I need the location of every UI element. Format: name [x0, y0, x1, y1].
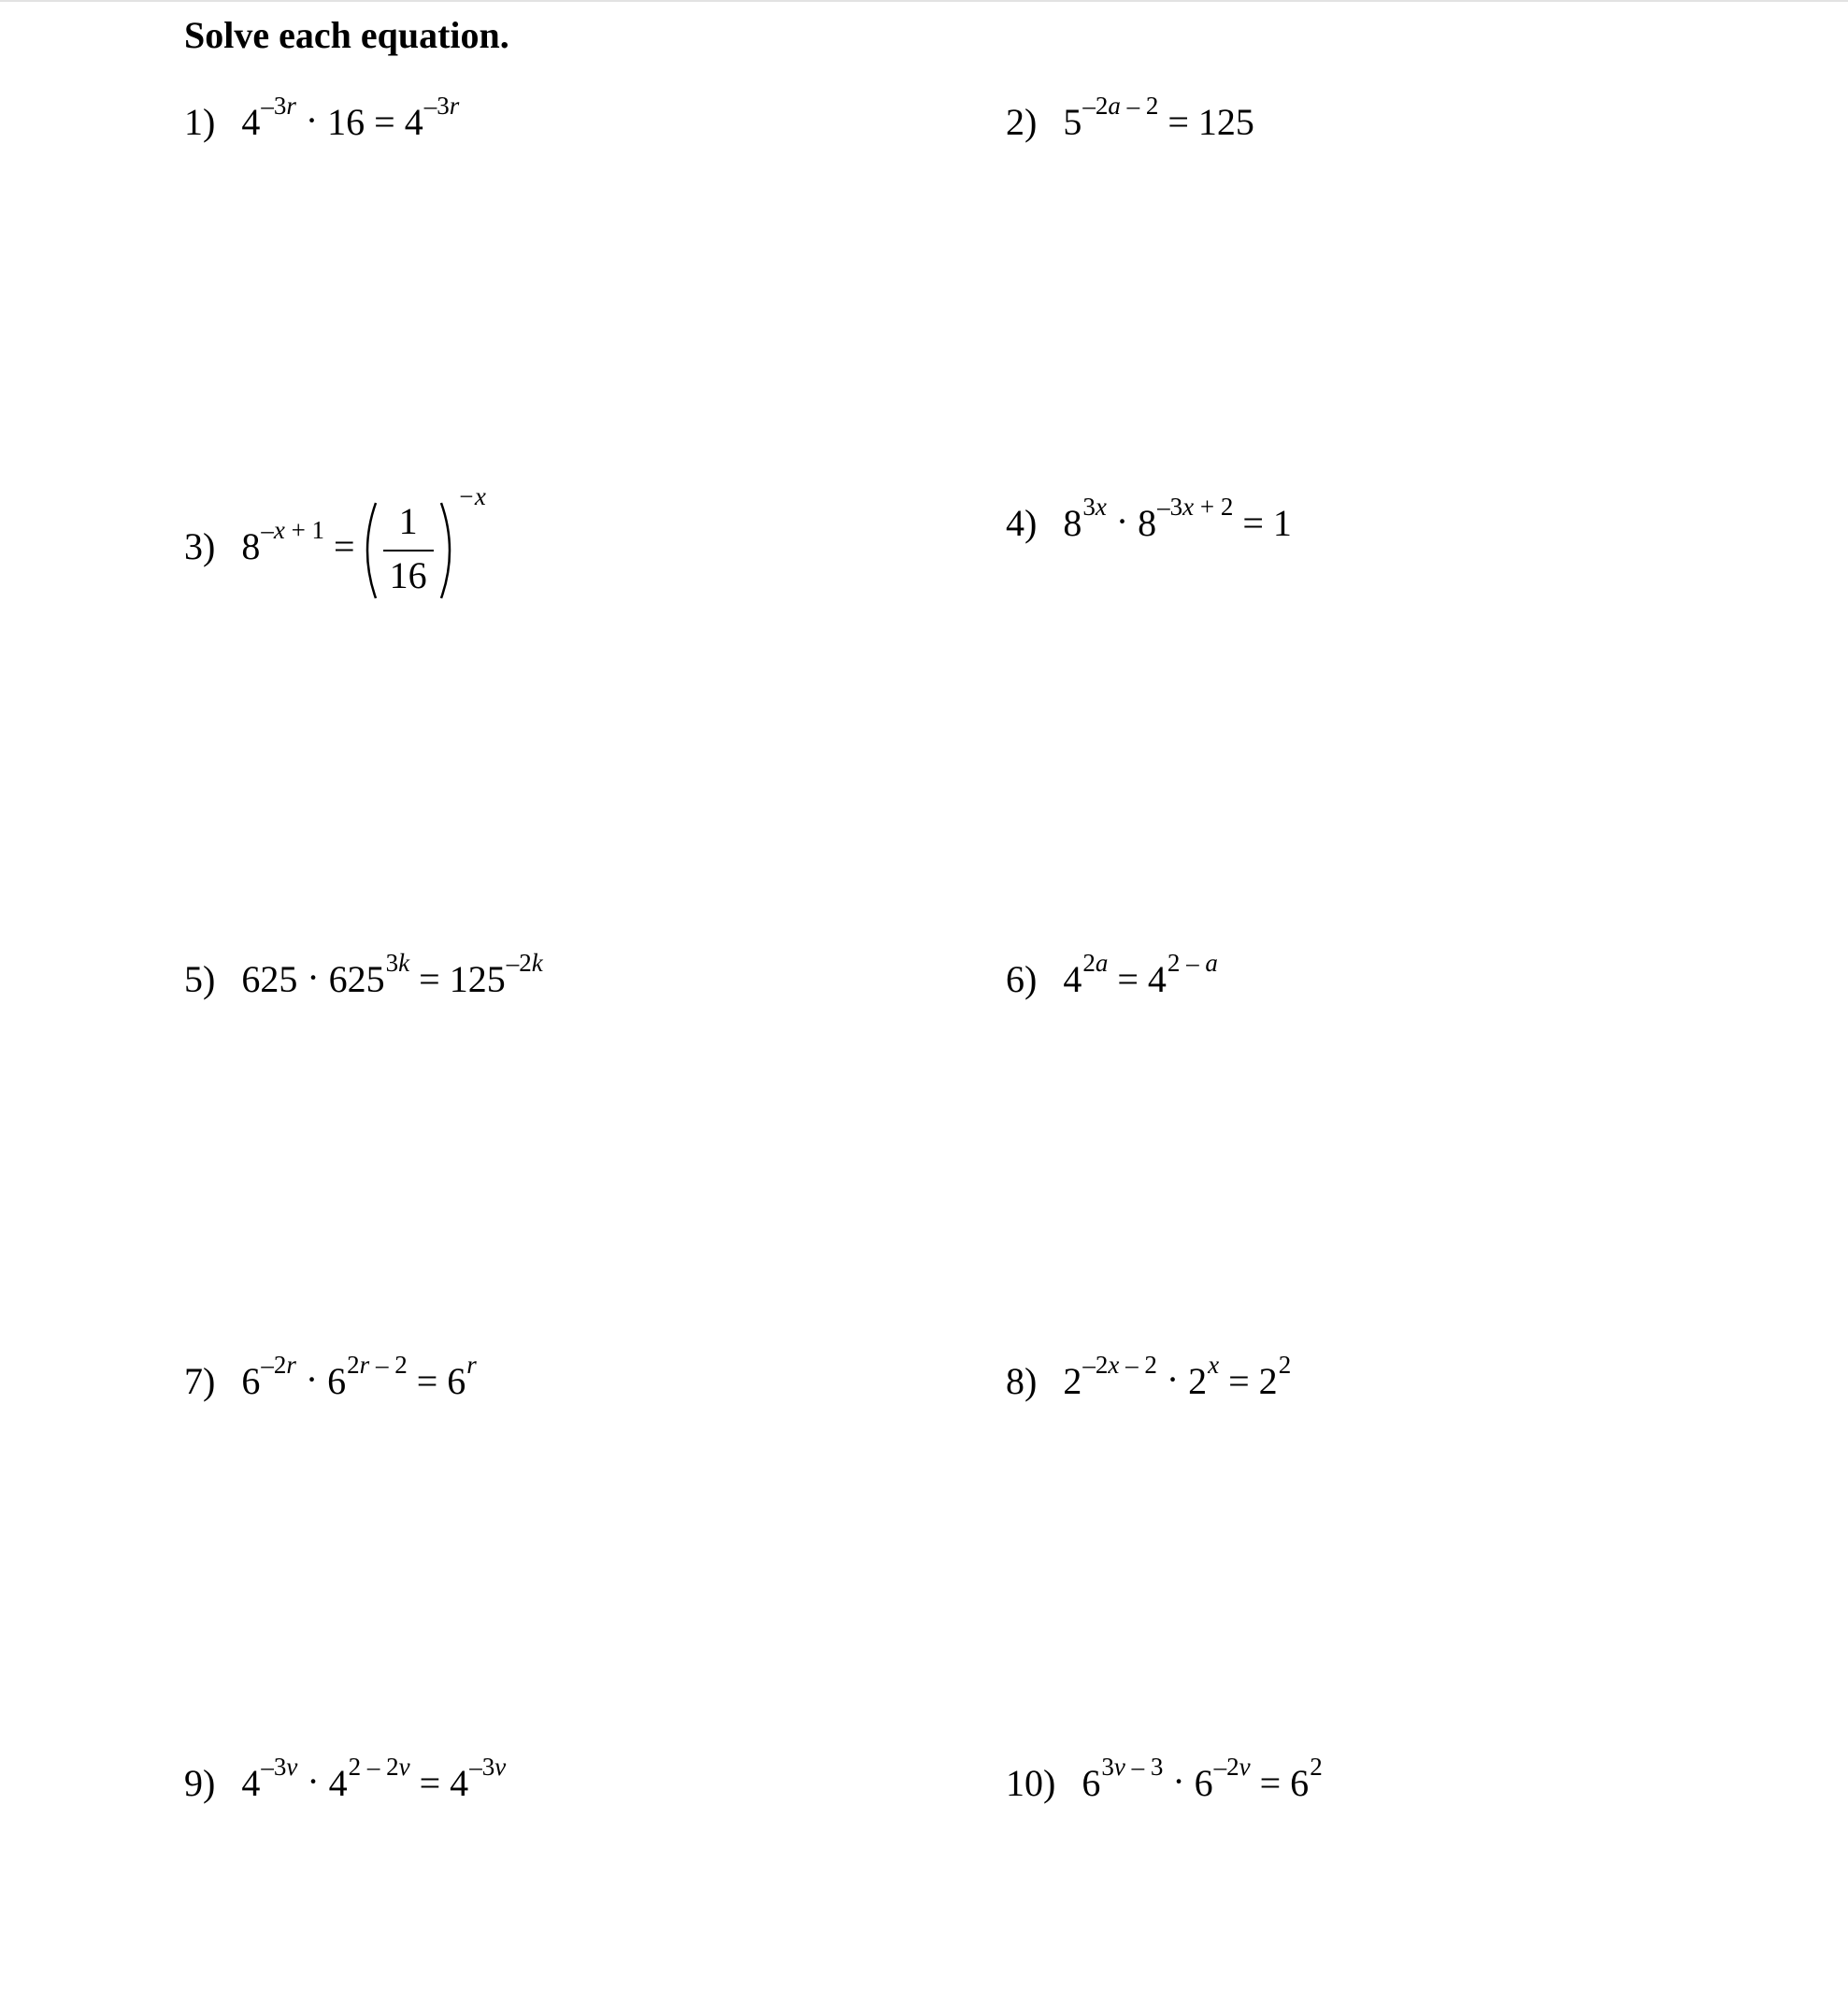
page-top-border: [0, 0, 1848, 2]
equation: 42a = 42 – a: [1063, 949, 1218, 1000]
equation: 2–2x – 2 · 2x = 22: [1063, 1351, 1292, 1402]
problem-number: 4): [1006, 502, 1038, 544]
problem-1: [184, 92, 460, 145]
equation: 83x · 8–3x + 2 = 1: [1063, 493, 1292, 544]
problem-7: [184, 1351, 477, 1404]
problem-9: [184, 1753, 507, 1806]
problem-number: 9): [184, 1762, 216, 1804]
problem-number: 6): [1006, 958, 1038, 1000]
fraction-denominator: 16: [389, 554, 427, 596]
problem-8: [1006, 1351, 1292, 1404]
problem-2: [1006, 92, 1254, 145]
fraction-numerator: 1: [398, 500, 418, 542]
problem-10: [1006, 1753, 1323, 1806]
problem-number: 7): [184, 1360, 216, 1402]
problem-number: 1): [184, 101, 216, 143]
equation: 4–3v · 42 – 2v = 4–3v: [241, 1753, 507, 1804]
problem-number: 10): [1006, 1762, 1056, 1804]
equation: 8–x + 1 = 1 16 −x: [241, 525, 455, 567]
equation: 4–3r · 16 = 4–3r: [241, 92, 460, 143]
problem-number: 8): [1006, 1360, 1038, 1402]
equation: 6–2r · 62r – 2 = 6r: [241, 1351, 477, 1402]
equation: 63v – 3 · 6–2v = 62: [1082, 1753, 1323, 1804]
problem-number: 5): [184, 958, 216, 1000]
equation: 625 · 6253k = 125–2k: [241, 949, 543, 1000]
problem-3: [184, 482, 486, 602]
equation: 5–2a – 2 = 125: [1063, 92, 1254, 143]
problem-6: [1006, 949, 1218, 1002]
instructions-heading: Solve each equation.: [184, 14, 509, 56]
problem-number: 2): [1006, 101, 1038, 143]
fraction-exponent: −x: [457, 482, 486, 510]
problem-5: [184, 949, 543, 1002]
problem-4: [1006, 493, 1292, 546]
problem-number: 3): [184, 525, 216, 568]
